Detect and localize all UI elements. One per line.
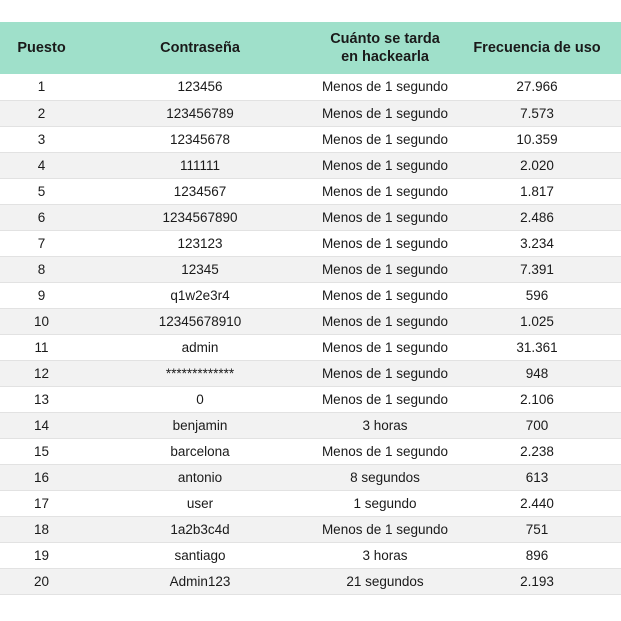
cell-contrasena: 12345678 [169, 131, 231, 147]
table-row [0, 152, 621, 178]
cell-puesto: 3 [37, 131, 46, 147]
cell-puesto: 17 [33, 495, 50, 511]
cell-frecuencia: 27.966 [516, 79, 558, 95]
cell-contrasena: ************* [165, 365, 235, 381]
cell-contrasena: 12345678910 [158, 313, 242, 329]
cell-frecuencia: 2.486 [520, 209, 554, 225]
header-puesto: Puesto [17, 40, 66, 56]
table-row [0, 308, 621, 334]
cell-contrasena: 123123 [177, 235, 223, 251]
cell-tiempo: Menos de 1 segundo [321, 391, 449, 407]
passwords-table [0, 22, 621, 595]
cell-puesto: 7 [37, 235, 46, 251]
cell-contrasena: santiago [174, 547, 226, 563]
cell-puesto: 2 [37, 105, 46, 121]
cell-frecuencia: 948 [525, 365, 549, 381]
header-contrasena: Contraseña [160, 40, 240, 56]
table-row [0, 100, 621, 126]
table-header [0, 22, 621, 74]
cell-puesto: 15 [33, 443, 50, 459]
cell-puesto: 20 [33, 573, 50, 589]
table-row [0, 282, 621, 308]
cell-contrasena: antonio [177, 469, 223, 485]
cell-tiempo: 21 segundos [346, 573, 424, 589]
table-row [0, 334, 621, 360]
cell-puesto: 11 [34, 339, 49, 355]
cell-contrasena: 1a2b3c4d [170, 521, 230, 537]
cell-tiempo: Menos de 1 segundo [321, 157, 449, 173]
cell-frecuencia: 3.234 [520, 235, 554, 251]
cell-frecuencia: 2.020 [520, 157, 554, 173]
cell-frecuencia: 1.025 [520, 313, 554, 329]
cell-tiempo: Menos de 1 segundo [321, 287, 449, 303]
table-row [0, 204, 621, 230]
table-row [0, 568, 621, 594]
table-row [0, 178, 621, 204]
cell-puesto: 19 [33, 547, 50, 563]
cell-tiempo: Menos de 1 segundo [321, 235, 449, 251]
cell-frecuencia: 2.238 [520, 443, 554, 459]
cell-contrasena: 0 [196, 391, 204, 407]
cell-puesto: 5 [37, 183, 46, 199]
cell-frecuencia: 2.193 [520, 573, 554, 589]
cell-contrasena: 111111 [179, 157, 221, 173]
table-row [0, 412, 621, 438]
cell-tiempo: Menos de 1 segundo [321, 521, 449, 537]
cell-puesto: 18 [33, 521, 50, 537]
cell-tiempo: 8 segundos [350, 469, 420, 485]
cell-frecuencia: 613 [525, 469, 549, 485]
cell-puesto: 8 [37, 261, 46, 277]
cell-contrasena: 123456789 [166, 105, 234, 121]
cell-puesto: 9 [37, 287, 46, 303]
cell-frecuencia: 7.573 [520, 105, 554, 121]
header-tiempo-hackeo: Cuánto se tarda en hackearla [330, 31, 440, 65]
cell-contrasena: user [186, 495, 214, 511]
cell-frecuencia: 2.440 [520, 495, 554, 511]
cell-contrasena: admin [181, 339, 219, 355]
table-body [0, 74, 621, 594]
cell-tiempo: Menos de 1 segundo [321, 261, 449, 277]
table-row [0, 230, 621, 256]
cell-puesto: 4 [37, 157, 46, 173]
cell-contrasena: Admin123 [169, 573, 231, 589]
table-row [0, 386, 621, 412]
cell-frecuencia: 2.106 [520, 391, 554, 407]
cell-contrasena: 12345 [181, 261, 219, 277]
cell-puesto: 10 [33, 313, 50, 329]
cell-puesto: 16 [33, 469, 50, 485]
cell-contrasena: 123456 [177, 79, 223, 95]
table-row [0, 74, 621, 100]
cell-puesto: 12 [33, 365, 50, 381]
cell-tiempo: 1 segundo [353, 495, 417, 511]
cell-frecuencia: 10.359 [516, 131, 558, 147]
cell-tiempo: Menos de 1 segundo [321, 183, 449, 199]
cell-tiempo: Menos de 1 segundo [321, 365, 449, 381]
cell-frecuencia: 7.391 [520, 261, 554, 277]
cell-contrasena: q1w2e3r4 [170, 287, 230, 303]
cell-tiempo: Menos de 1 segundo [321, 105, 449, 121]
table-row [0, 516, 621, 542]
cell-contrasena: benjamin [172, 417, 228, 433]
cell-tiempo: Menos de 1 segundo [321, 79, 449, 95]
header-row [0, 22, 621, 74]
table-row [0, 490, 621, 516]
cell-tiempo: Menos de 1 segundo [321, 131, 449, 147]
cell-contrasena: 1234567 [173, 183, 227, 199]
cell-contrasena: 1234567890 [162, 209, 238, 225]
cell-frecuencia: 31.361 [516, 339, 558, 355]
cell-frecuencia: 700 [525, 417, 549, 433]
table-row [0, 126, 621, 152]
cell-tiempo: Menos de 1 segundo [321, 443, 449, 459]
cell-contrasena: barcelona [170, 443, 230, 459]
table-row [0, 256, 621, 282]
cell-tiempo: 3 horas [362, 547, 408, 563]
cell-frecuencia: 751 [525, 521, 549, 537]
cell-frecuencia: 896 [525, 547, 549, 563]
table-row [0, 542, 621, 568]
cell-puesto: 6 [37, 209, 46, 225]
cell-tiempo: Menos de 1 segundo [321, 339, 449, 355]
header-frecuencia: Frecuencia de uso [473, 40, 601, 56]
cell-puesto: 1 [37, 79, 46, 95]
cell-frecuencia: 1.817 [520, 183, 554, 199]
cell-tiempo: Menos de 1 segundo [321, 313, 449, 329]
table-row [0, 464, 621, 490]
cell-puesto: 13 [33, 391, 50, 407]
cell-tiempo: Menos de 1 segundo [321, 209, 449, 225]
table-row [0, 360, 621, 386]
cell-frecuencia: 596 [525, 287, 549, 303]
cell-tiempo: 3 horas [362, 417, 408, 433]
cell-puesto: 14 [33, 417, 50, 433]
table-row [0, 438, 621, 464]
